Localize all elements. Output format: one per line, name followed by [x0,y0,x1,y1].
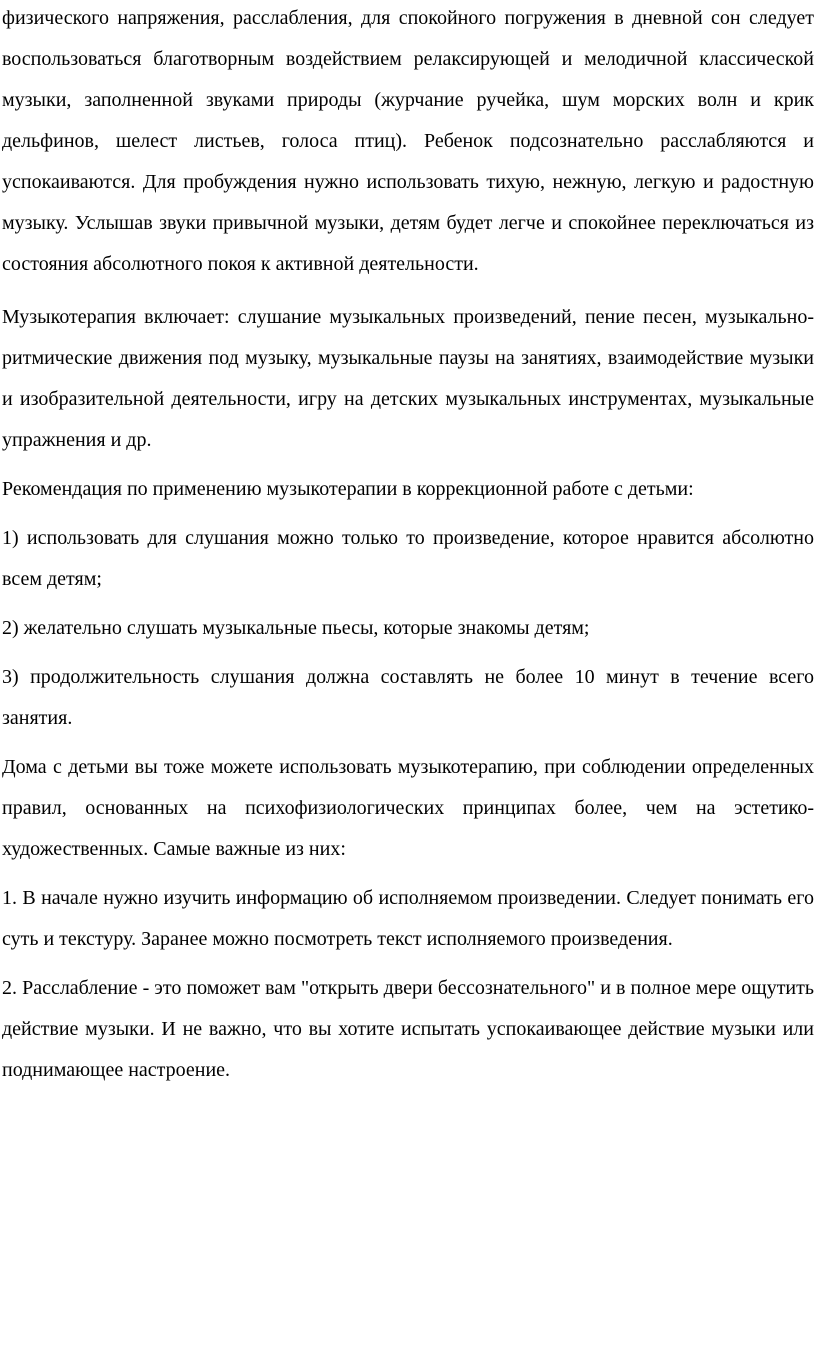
paragraph-music-therapy-includes: Музыкотерапия включает: слушание музыкальных произведений, пение песен, музыкально-ритмические движения под музыку, музыкальные паузы на занятиях, взаимодействие музыки и изобразительной деятельности, игру на детских музыкальных инструментах, музыкальные упражнения и др. [2,306,814,451]
list-item-recommendation-3: 3) продолжительность слушания должна составлять не более 10 минут в течение всего занятия. [2,666,814,729]
paragraph-nap-music: физического напряжения, расслабления, для спокойного погружения в дневной сон следует воспользоваться благотворным воздействием релаксирующей и мелодичной классической музыки, заполненной звуками природы (журчание ручейка, шум морских волн и крик дельфинов, шелест листьев, голоса птиц). Ребенок подсознательно расслабляются и успокаиваются. Для пробуждения нужно использовать тихую, нежную, легкую и радостную музыку. Услышав звуки привычной музыки, детям будет легче и спокойнее переключаться из состояния абсолютного покоя к активной деятельности. [2,7,814,275]
list-item-rule-1: 1. В начале нужно изучить информацию об исполняемом произведении. Следует понимать его суть и текстуру. Заранее можно посмотреть текст исполняемого произведения. [2,887,814,950]
list-item-recommendation-2: 2) желательно слушать музыкальные пьесы, которые знакомы детям; [2,617,590,639]
list-item-recommendation-1: 1) использовать для слушания можно только то произведение, которое нравится абсолютно всем детям; [2,527,814,590]
paragraph-recommendation-heading: Рекомендация по применению музыкотерапии в коррекционной работе с детьми: [2,478,694,500]
paragraph-home-therapy: Дома с детьми вы тоже можете использовать музыкотерапию, при соблюдении определенных правил, основанных на психофизиологических принципах более, чем на эстетико-художественных. Самые важные из них: [2,756,814,860]
list-item-rule-2: 2. Расслабление - это поможет вам "открыть двери бессознательного" и в полное мере ощутить действие музыки. И не важно, что вы хотите испытать успокаивающее действие музыки или поднимающее настроение. [2,977,814,1081]
